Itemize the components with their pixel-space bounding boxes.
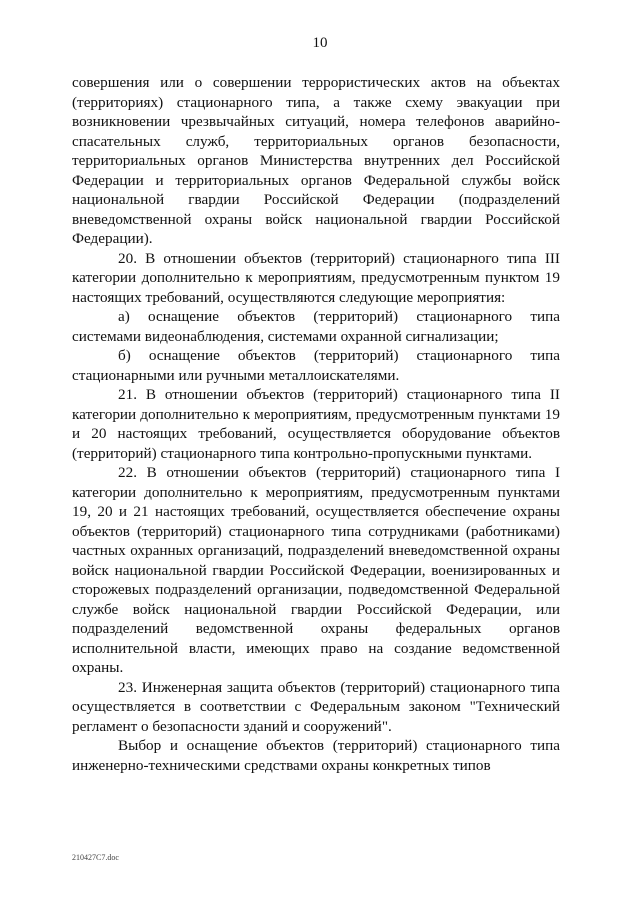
paragraph: б) оснащение объектов (территорий) стационарного типа стационарными или ручными металлоискателями. bbox=[72, 347, 560, 384]
paragraph: Выбор и оснащение объектов (территорий) стационарного типа инженерно-техническими средствами охраны конкретных типов bbox=[72, 737, 560, 774]
page-number: 10 bbox=[312, 35, 328, 51]
paragraph: совершения или о совершении террористических актов на объектах (территориях) стационарного типа, а также схему эвакуации при возникновении чрезвычайных ситуаций, номера телефонов аварийно-спасательных служб, территориальных органов безопасности, территориальных органов Министерства внутренних дел Российской Федерации и территориальных органов Федеральной службы войск национальной гвардии Российской Федерации (подразделений вневедомственной охраны войск национальной гвардии Российской Федерации). bbox=[72, 74, 560, 247]
paragraph: 22. В отношении объектов (территорий) стационарного типа I категории дополнительно к мероприятиям, предусмотренным пунктами 19, 20 и 21 настоящих требований, осуществляется обеспечение охраны объектов (территорий) стационарного типа сотрудниками (работниками) частных охранных организаций, подразделений вневедомственной охраны войск национальной гвардии Российской Федерации, военизированных и сторожевых подразделений организации, подведомственной Федеральной службе войск национальной гвардии Российской Федерации, или подразделений ведомственной охраны федеральных органов исполнительной власти, имеющих право на создание ведомственной охраны. bbox=[72, 464, 560, 676]
document-body bbox=[72, 73, 560, 775]
paragraph: 23. Инженерная защита объектов (территорий) стационарного типа осуществляется в соответствии с Федеральным законом "Технический регламент о безопасности зданий и сооружений". bbox=[72, 678, 560, 735]
paragraph: 20. В отношении объектов (территорий) стационарного типа III категории дополнительно к мероприятиям, предусмотренным пунктом 19 настоящих требований, осуществляются следующие мероприятия: bbox=[72, 249, 560, 306]
paragraph: 21. В отношении объектов (территорий) стационарного типа II категории дополнительно к мероприятиям, предусмотренным пунктами 19 и 20 настоящих требований, осуществляется оборудование объектов (территорий) стационарного типа контрольно-пропускными пунктами. bbox=[72, 386, 560, 462]
paragraph: а) оснащение объектов (территорий) стационарного типа системами видеонаблюдения, системами охранной сигнализации; bbox=[72, 308, 560, 345]
footer-filename: 210427C7.doc bbox=[72, 853, 119, 862]
